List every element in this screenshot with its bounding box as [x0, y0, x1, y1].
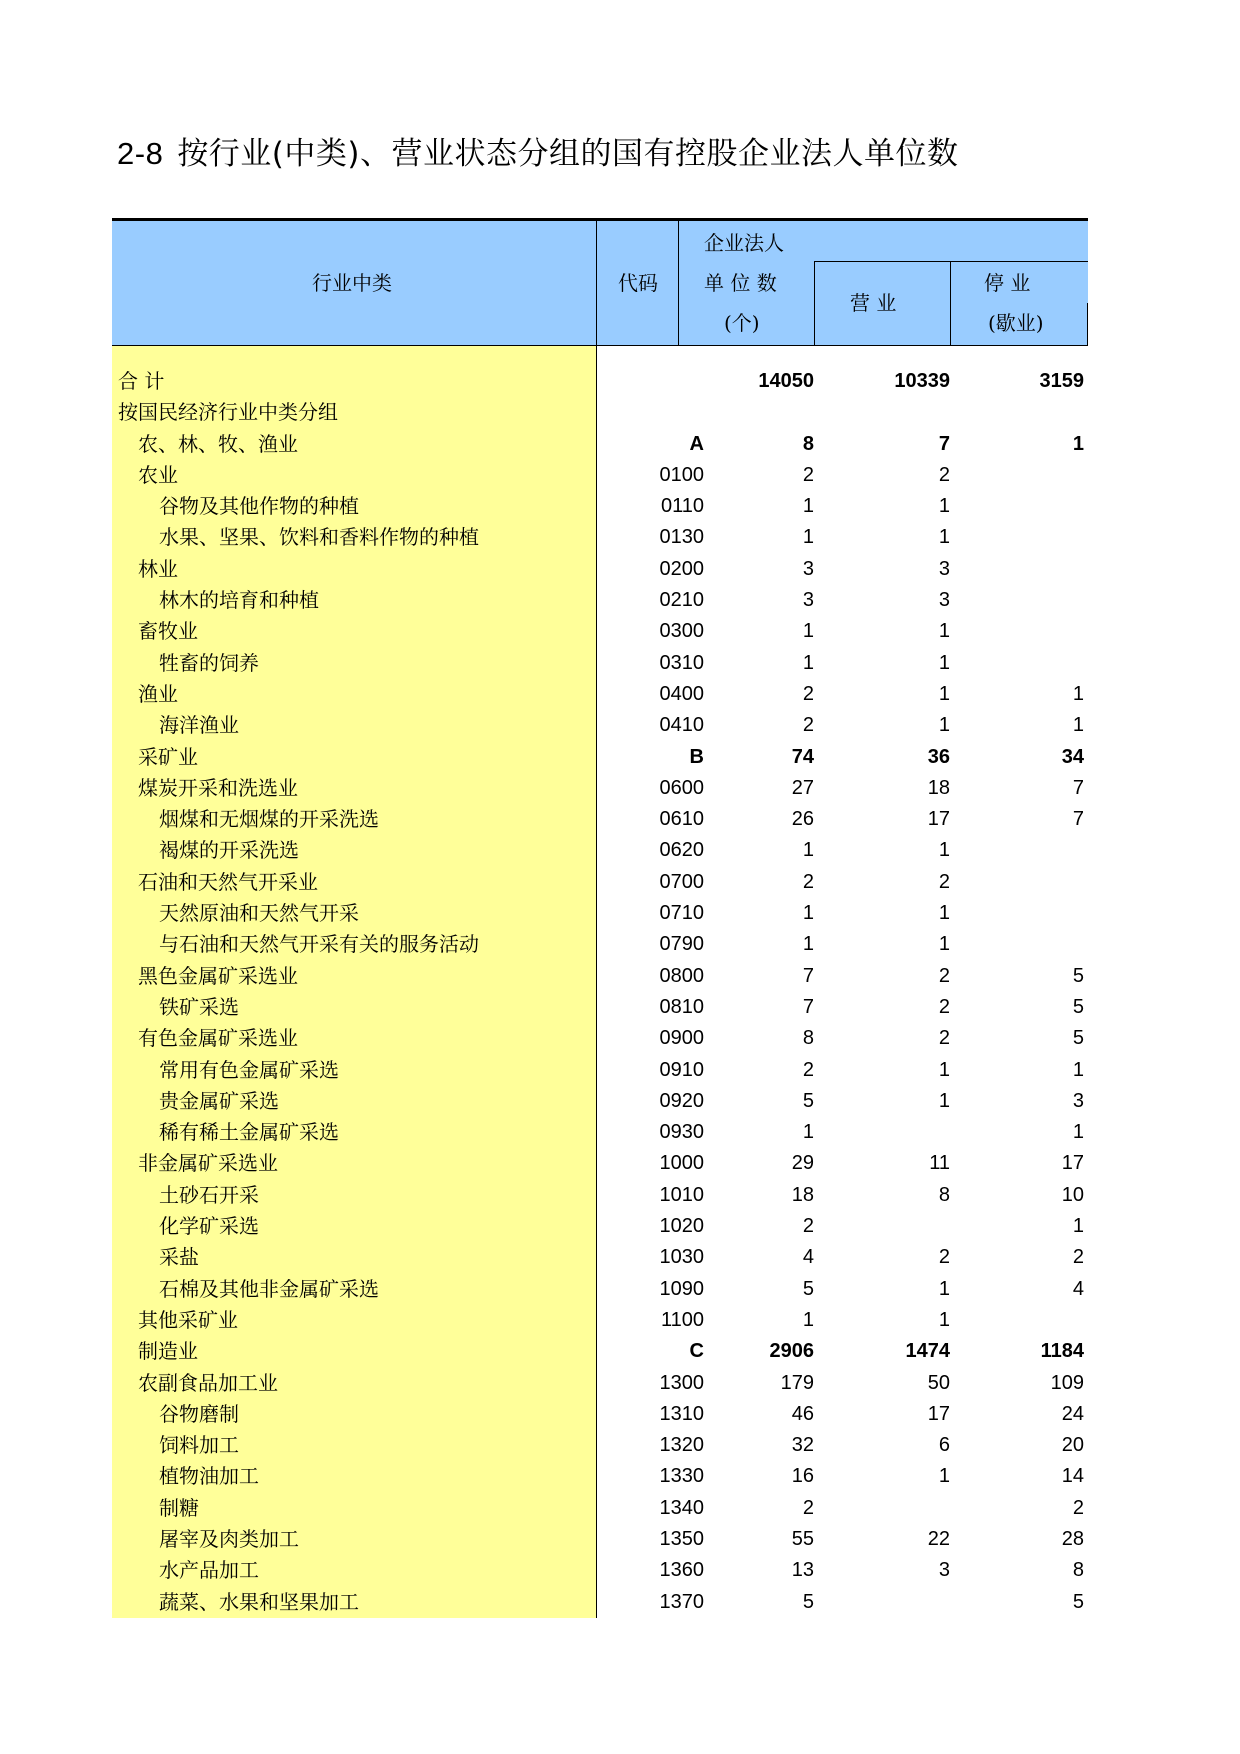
header-total-line1: 企业法人 [704, 231, 784, 255]
suspended-count: 5 [1072, 1590, 1084, 1613]
total-count: 8 [802, 1027, 814, 1050]
table-row [112, 1336, 1088, 1367]
industry-code: 0310 [659, 651, 704, 674]
industry-code: 1330 [659, 1465, 704, 1488]
industry-code: 1300 [659, 1371, 704, 1394]
industry-name: 林业 [138, 556, 178, 581]
industry-name: 海洋渔业 [159, 713, 239, 738]
total-count: 46 [791, 1402, 814, 1425]
suspended-count: 109 [1050, 1371, 1084, 1394]
operating-count: 18 [927, 776, 950, 799]
operating-count: 2 [938, 995, 950, 1018]
industry-name: 贵金属矿采选 [159, 1088, 279, 1113]
industry-name: 常用有色金属矿采选 [159, 1057, 339, 1082]
table-row [112, 554, 1088, 585]
industry-code: 0800 [659, 964, 704, 987]
table-row [112, 648, 1088, 679]
operating-count: 1 [938, 526, 950, 549]
total-count: 2906 [769, 1340, 814, 1363]
operating-count: 36 [927, 745, 950, 768]
table-row [112, 1461, 1088, 1492]
operating-count: 1474 [905, 1340, 950, 1363]
industry-code: 1370 [659, 1590, 704, 1613]
suspended-count: 1184 [1040, 1340, 1084, 1363]
table-row [112, 992, 1088, 1023]
total-count: 1 [802, 839, 814, 862]
industry-name: 非金属矿采选业 [138, 1151, 278, 1176]
table-row [112, 1493, 1088, 1524]
operating-count: 1 [938, 1089, 950, 1112]
suspended-count: 2 [1072, 1246, 1084, 1269]
table-row [112, 429, 1088, 460]
industry-name: 饲料加工 [159, 1433, 239, 1458]
suspended-count: 5 [1072, 964, 1084, 987]
total-count: 26 [791, 808, 814, 831]
page-title [117, 128, 959, 173]
operating-count: 1 [938, 1308, 950, 1331]
suspended-count: 1 [1072, 1058, 1084, 1081]
industry-name: 铁矿采选 [159, 994, 239, 1019]
industry-code: 0910 [659, 1058, 704, 1081]
table-row [112, 835, 1088, 866]
suspended-count: 1 [1072, 682, 1084, 705]
total-count: 7 [802, 995, 814, 1018]
table-row [112, 1148, 1088, 1179]
operating-count: 11 [929, 1152, 950, 1175]
industry-code: 0410 [659, 714, 704, 737]
header-suspended-line1: 停 业 [984, 271, 1031, 295]
industry-code: B [689, 745, 704, 768]
table-header [112, 218, 1088, 346]
suspended-count: 1 [1072, 1215, 1084, 1238]
industry-name: 农业 [138, 462, 178, 487]
total-count: 2 [802, 1496, 814, 1519]
industry-code: 0930 [659, 1121, 704, 1144]
industry-code: 0920 [659, 1089, 704, 1112]
operating-count: 10339 [894, 370, 950, 392]
operating-count: 17 [927, 1402, 950, 1425]
table-row [112, 1023, 1088, 1054]
industry-name: 其他采矿业 [138, 1307, 238, 1332]
industry-code: 0130 [659, 526, 704, 549]
total-count: 2 [802, 714, 814, 737]
industry-code: 0620 [659, 839, 704, 862]
industry-name: 黑色金属矿采选业 [138, 963, 298, 988]
operating-count: 1 [938, 1465, 950, 1488]
header-subgroup-line [814, 261, 1088, 262]
suspended-count: 7 [1072, 808, 1084, 831]
table-row [112, 1086, 1088, 1117]
header-industry: 行业中类 [312, 271, 392, 295]
table-row [112, 585, 1088, 616]
table-row [112, 1117, 1088, 1148]
operating-count: 1 [938, 620, 950, 643]
table-row [112, 1242, 1088, 1273]
industry-code: 1010 [659, 1183, 704, 1206]
industry-name: 水果、坚果、饮料和香料作物的种植 [159, 525, 479, 550]
table-row [112, 1524, 1088, 1555]
operating-count: 22 [927, 1527, 950, 1550]
suspended-count: 17 [1061, 1152, 1084, 1175]
industry-code: 0810 [659, 995, 704, 1018]
operating-count: 2 [938, 1246, 950, 1269]
industry-code: 1100 [660, 1308, 704, 1331]
table-row [112, 1274, 1088, 1305]
industry-code: 0700 [659, 870, 704, 893]
table-row [112, 679, 1088, 710]
table-row [112, 804, 1088, 835]
industry-name: 制造业 [138, 1339, 198, 1364]
table-row [112, 491, 1088, 522]
table-row [112, 522, 1088, 553]
total-count: 14050 [758, 370, 814, 392]
industry-name: 渔业 [138, 681, 178, 706]
industry-name: 林木的培育和种植 [159, 588, 319, 613]
operating-count: 2 [938, 870, 950, 893]
operating-count: 1 [938, 1277, 950, 1300]
table-body [112, 346, 1088, 1618]
total-count: 2 [802, 463, 814, 486]
industry-name: 屠宰及肉类加工 [159, 1526, 299, 1551]
suspended-count: 2 [1072, 1496, 1084, 1519]
table-row [112, 742, 1088, 773]
total-count: 5 [802, 1590, 814, 1613]
industry-code: 1020 [659, 1215, 704, 1238]
industry-code: 0900 [659, 1027, 704, 1050]
industry-code: 0400 [659, 682, 704, 705]
table-row [112, 1368, 1088, 1399]
total-count: 74 [791, 745, 814, 768]
total-count: 2 [802, 1215, 814, 1238]
industry-name: 稀有稀土金属矿采选 [159, 1120, 339, 1145]
operating-count: 1 [938, 651, 950, 674]
total-count: 5 [802, 1089, 814, 1112]
header-edge-line [1087, 303, 1088, 345]
industry-code: 0110 [660, 495, 704, 518]
industry-name: 牲畜的饲养 [159, 650, 259, 675]
industry-code: 0210 [659, 589, 704, 612]
industry-name: 谷物及其他作物的种植 [159, 494, 359, 519]
total-count: 179 [780, 1371, 814, 1394]
total-count: 13 [791, 1559, 814, 1582]
suspended-count: 5 [1072, 1027, 1084, 1050]
operating-count: 1 [938, 933, 950, 956]
industry-code: 1360 [659, 1559, 704, 1582]
operating-count: 1 [938, 839, 950, 862]
total-count: 4 [802, 1246, 814, 1269]
table-row [112, 898, 1088, 929]
table-row [112, 867, 1088, 898]
header-suspended-line2: (歇业) [988, 311, 1044, 335]
industry-name: 天然原油和天然气开采 [159, 901, 359, 926]
operating-count: 3 [938, 589, 950, 612]
operating-count: 3 [938, 1559, 950, 1582]
operating-count: 2 [938, 463, 950, 486]
total-count: 16 [791, 1465, 814, 1488]
total-count: 1 [802, 495, 814, 518]
header-divider [814, 261, 815, 345]
operating-count: 1 [938, 1058, 950, 1081]
data-table [112, 218, 1088, 1618]
industry-name: 畜牧业 [138, 619, 198, 644]
suspended-count: 1 [1072, 1121, 1084, 1144]
total-count: 32 [791, 1434, 814, 1457]
industry-code: C [689, 1340, 704, 1363]
industry-name: 按国民经济行业中类分组 [118, 400, 338, 425]
industry-name: 蔬菜、水果和坚果加工 [159, 1589, 359, 1614]
industry-code: 1350 [659, 1527, 704, 1550]
header-divider [596, 221, 597, 345]
operating-count: 2 [938, 1027, 950, 1050]
table-row [112, 1555, 1088, 1586]
industry-name: 农副食品加工业 [138, 1370, 278, 1395]
industry-name: 煤炭开采和洗选业 [138, 775, 298, 800]
header-divider [678, 221, 679, 345]
operating-count: 3 [938, 557, 950, 580]
table-row [112, 616, 1088, 647]
header-operating: 营 业 [850, 291, 897, 315]
suspended-count: 4 [1072, 1277, 1084, 1300]
total-count: 8 [802, 432, 814, 455]
table-row [112, 961, 1088, 992]
industry-name: 石油和天然气开采业 [138, 869, 318, 894]
industry-code: 0610 [659, 808, 704, 831]
table-row [112, 1211, 1088, 1242]
table-row [112, 366, 1088, 397]
table-row [112, 1055, 1088, 1086]
industry-name: 与石油和天然气开采有关的服务活动 [159, 932, 479, 957]
operating-count: 1 [938, 714, 950, 737]
total-count: 1 [802, 620, 814, 643]
total-count: 2 [802, 870, 814, 893]
table-row [112, 1587, 1088, 1618]
operating-count: 2 [938, 964, 950, 987]
table-row [112, 1305, 1088, 1336]
industry-code: 1090 [659, 1277, 704, 1300]
industry-code: 0790 [659, 933, 704, 956]
industry-code: 1000 [659, 1152, 704, 1175]
table-number: 2-8 [117, 136, 164, 171]
industry-code: 1310 [659, 1402, 704, 1425]
operating-count: 1 [938, 682, 950, 705]
operating-count: 6 [938, 1434, 950, 1457]
industry-name: 谷物磨制 [159, 1401, 239, 1426]
header-total-line2: 单 位 数 [704, 271, 777, 295]
industry-name: 合 计 [118, 369, 165, 393]
industry-name: 制糖 [159, 1495, 199, 1520]
industry-name: 采矿业 [138, 744, 198, 769]
suspended-count: 5 [1072, 995, 1084, 1018]
industry-name: 烟煤和无烟煤的开采洗选 [159, 807, 379, 832]
header-code: 代码 [618, 271, 658, 295]
suspended-count: 34 [1061, 745, 1084, 768]
total-count: 1 [802, 902, 814, 925]
total-count: 1 [802, 933, 814, 956]
industry-code: 0710 [659, 902, 704, 925]
total-count: 1 [802, 651, 814, 674]
suspended-count: 20 [1061, 1434, 1084, 1457]
operating-count: 17 [927, 808, 950, 831]
industry-code: 1340 [659, 1496, 704, 1519]
operating-count: 7 [938, 432, 950, 455]
industry-name: 褐煤的开采洗选 [159, 838, 299, 863]
suspended-count: 1 [1072, 714, 1084, 737]
table-row [112, 1399, 1088, 1430]
total-count: 1 [802, 1308, 814, 1331]
industry-code: 0600 [659, 776, 704, 799]
total-count: 2 [802, 1058, 814, 1081]
operating-count: 1 [938, 902, 950, 925]
suspended-count: 10 [1061, 1183, 1084, 1206]
industry-name: 土砂石开采 [159, 1182, 259, 1207]
table-row [112, 710, 1088, 741]
table-row [112, 460, 1088, 491]
table-title: 按行业(中类)、营业状态分组的国有控股企业法人单位数 [177, 136, 959, 172]
total-count: 27 [791, 776, 814, 799]
total-count: 5 [802, 1277, 814, 1300]
operating-count: 50 [927, 1371, 950, 1394]
table-row [112, 773, 1088, 804]
operating-count: 1 [938, 495, 950, 518]
industry-code: 0100 [659, 463, 704, 486]
industry-name: 采盐 [159, 1245, 199, 1270]
industry-name: 水产品加工 [159, 1558, 259, 1583]
table-row [112, 1430, 1088, 1461]
operating-count: 8 [938, 1183, 950, 1206]
table-row [112, 1180, 1088, 1211]
total-count: 3 [802, 589, 814, 612]
total-count: 2 [802, 682, 814, 705]
industry-name: 石棉及其他非金属矿采选 [159, 1276, 379, 1301]
suspended-count: 3 [1072, 1089, 1084, 1112]
total-count: 55 [791, 1527, 814, 1550]
total-count: 18 [791, 1183, 814, 1206]
suspended-count: 3159 [1039, 370, 1084, 392]
suspended-count: 24 [1061, 1402, 1084, 1425]
suspended-count: 14 [1061, 1465, 1084, 1488]
industry-name: 农、林、牧、渔业 [138, 431, 298, 456]
industry-code: 0200 [659, 557, 704, 580]
header-total-unit: (个) [724, 311, 760, 335]
total-count: 3 [802, 557, 814, 580]
header-divider [950, 261, 951, 345]
industry-code: 1320 [659, 1434, 704, 1457]
industry-name: 化学矿采选 [159, 1214, 259, 1239]
suspended-count: 28 [1061, 1527, 1084, 1550]
table-row [112, 397, 1088, 428]
suspended-count: 8 [1072, 1559, 1084, 1582]
industry-name: 植物油加工 [159, 1464, 259, 1489]
total-count: 1 [802, 1121, 814, 1144]
total-count: 7 [802, 964, 814, 987]
table-row [112, 929, 1088, 960]
suspended-count: 1 [1072, 432, 1084, 455]
suspended-count: 7 [1072, 776, 1084, 799]
industry-code: A [689, 432, 704, 455]
total-count: 29 [791, 1152, 814, 1175]
industry-name: 有色金属矿采选业 [138, 1026, 298, 1051]
industry-code: 0300 [659, 620, 704, 643]
total-count: 1 [802, 526, 814, 549]
industry-code: 1030 [659, 1246, 704, 1269]
